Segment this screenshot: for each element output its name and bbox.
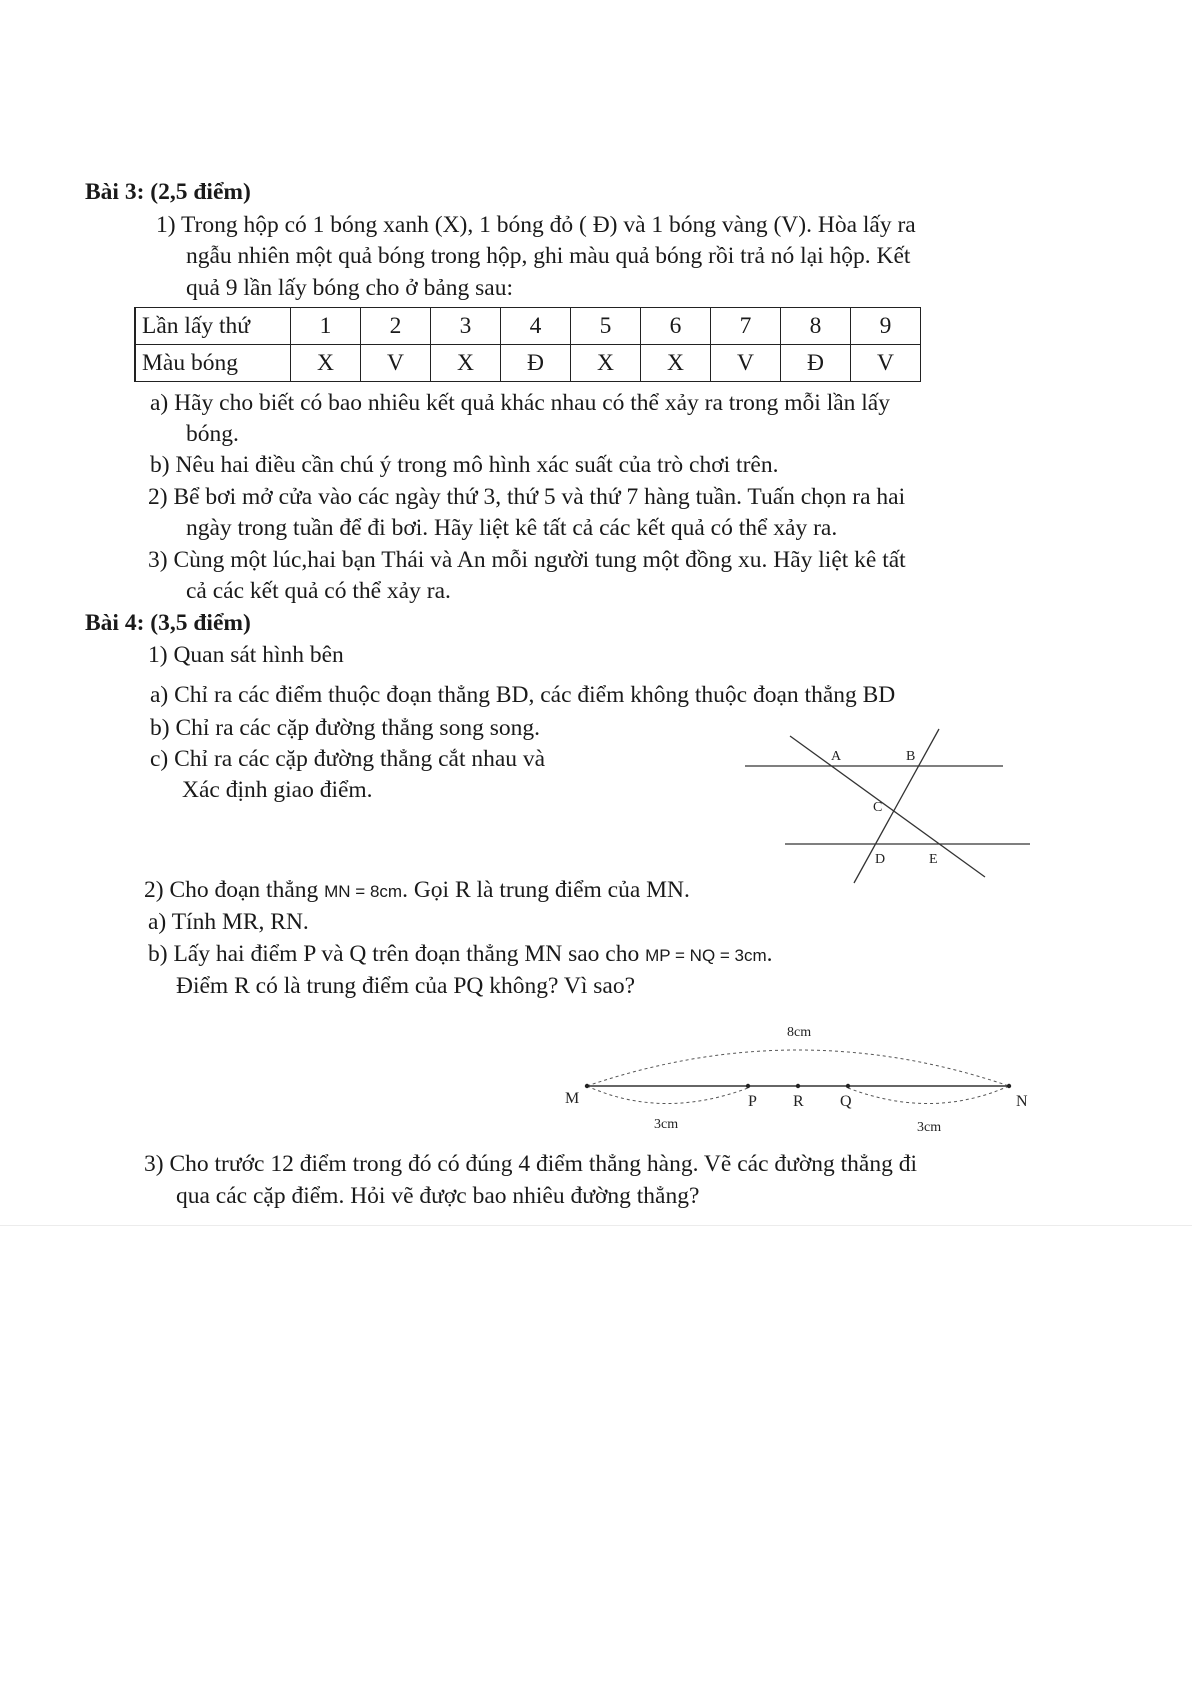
draws-table [134, 307, 921, 382]
table-cell: 5 [571, 308, 641, 345]
table-cell: V [361, 345, 431, 382]
arc-mp [587, 1086, 748, 1104]
point-label-p: P [748, 1093, 757, 1110]
bai3-q1-line1: 1) Trong hộp có 1 bóng xanh (X), 1 bóng đỏ ( Đ) và 1 bóng vàng (V). Hòa lấy ra [156, 212, 916, 238]
label-8cm: 8cm [787, 1025, 812, 1040]
bai4-q1c-cont: Xác định giao điểm. [182, 777, 373, 803]
bai4-q2-suffix: . Gọi R là trung điểm của MN. [402, 877, 690, 903]
table-cell: 1 [291, 308, 361, 345]
table-cell: X [641, 345, 711, 382]
bai3-qa-line1: a) Hãy cho biết có bao nhiêu kết quả khác nhau có thể xảy ra trong mỗi lần lấy [150, 390, 890, 416]
table-cell: X [431, 345, 501, 382]
table-cell: V [711, 345, 781, 382]
point-n [1007, 1084, 1011, 1088]
table-cell: X [571, 345, 641, 382]
bai4-q1: 1) Quan sát hình bên [148, 642, 344, 668]
formula-mp-nq: MP = NQ = 3cm [645, 946, 767, 965]
point-m [585, 1084, 589, 1088]
page-divider [0, 1225, 1192, 1226]
bai4-q2-prefix: 2) Cho đoạn thẳng [144, 877, 319, 903]
bai4-q2b-suffix: . [766, 941, 773, 967]
point-q [846, 1084, 850, 1088]
bai4-q1c: c) Chỉ ra các cặp đường thẳng cắt nhau và [150, 746, 546, 772]
table-cell: Đ [781, 345, 851, 382]
arc-mn [587, 1050, 1009, 1086]
bai3-qb: b) Nêu hai điều cần chú ý trong mô hình xác suất của trò chơi trên. [150, 452, 779, 478]
table-cell: V [851, 345, 921, 382]
bai3-q3-line2: cả các kết quả có thể xảy ra. [186, 578, 451, 604]
line-bd [854, 729, 939, 883]
bai4-q2a: a) Tính MR, RN. [148, 909, 309, 935]
table-row-label-color: Màu bóng [135, 345, 291, 382]
bai4-q2b-cont: Điểm R có là trung điểm của PQ không? Vì sao? [176, 973, 636, 999]
point-label-m: M [565, 1090, 580, 1107]
bai3-q1-line2: ngẫu nhiên một quả bóng trong hộp, ghi màu quả bóng rồi trả nó lại hộp. Kết [186, 243, 911, 269]
bai4-q2b-prefix: b) Lấy hai điểm P và Q trên đoạn thẳng MN sao cho [148, 941, 640, 967]
bai3-q2-line1: 2) Bể bơi mở cửa vào các ngày thứ 3, thứ 5 và thứ 7 hàng tuần. Tuấn chọn ra hai [148, 484, 906, 510]
bai4-q1a: a) Chỉ ra các điểm thuộc đoạn thẳng BD, các điểm không thuộc đoạn thẳng BD [150, 682, 896, 708]
table-cell: X [291, 345, 361, 382]
bai3-qa-line2: bóng. [186, 421, 239, 447]
point-r [796, 1084, 800, 1088]
bai3-q1-line3: quả 9 lần lấy bóng cho ở bảng sau: [186, 275, 513, 301]
point-label-c: C [873, 800, 883, 815]
table-cell: 4 [501, 308, 571, 345]
bai3-q2-line2: ngày trong tuần để đi bơi. Hãy liệt kê tất cả các kết quả có thể xảy ra. [186, 515, 838, 541]
point-label-d: D [875, 852, 886, 867]
bai4-title: Bài 4: (3,5 điểm) [85, 610, 251, 636]
bai4-q2 [144, 876, 690, 906]
bai3-q3-line1: 3) Cùng một lúc,hai bạn Thái và An mỗi người tung một đồng xu. Hãy liệt kê tất [148, 547, 906, 573]
table-cell: 9 [851, 308, 921, 345]
label-3cm-right: 3cm [917, 1120, 942, 1135]
table-row [135, 308, 921, 345]
bai4-q3-line2: qua các cặp điểm. Hỏi vẽ được bao nhiêu đường thẳng? [176, 1183, 700, 1209]
formula-mn: MN = 8cm [324, 882, 403, 901]
bai4-q1b: b) Chỉ ra các cặp đường thẳng song song. [150, 715, 540, 741]
point-label-b: B [906, 749, 916, 764]
arc-qn [848, 1086, 1009, 1104]
point-label-n: N [1016, 1093, 1028, 1110]
label-3cm-left: 3cm [654, 1117, 679, 1132]
table-cell: 8 [781, 308, 851, 345]
table-cell: 3 [431, 308, 501, 345]
table-cell: 2 [361, 308, 431, 345]
point-label-e: E [929, 852, 938, 867]
table-row-label-draw: Lần lấy thứ [135, 308, 291, 345]
bai4-q2b [148, 940, 773, 970]
table-cell: 7 [711, 308, 781, 345]
table-cell: 6 [641, 308, 711, 345]
bai3-title: Bài 3: (2,5 điểm) [85, 179, 251, 205]
bai4-q3-line1: 3) Cho trước 12 điểm trong đó có đúng 4 điểm thẳng hàng. Vẽ các đường thẳng đi [144, 1151, 918, 1177]
point-label-a: A [831, 749, 842, 764]
figure-segment-mn [560, 1020, 1040, 1140]
line-ae [790, 736, 985, 877]
figure-intersecting-lines [735, 720, 1035, 890]
table-row [135, 345, 921, 382]
point-p [746, 1084, 750, 1088]
point-label-q: Q [840, 1093, 852, 1110]
point-label-r: R [793, 1093, 804, 1110]
table-cell: Đ [501, 345, 571, 382]
